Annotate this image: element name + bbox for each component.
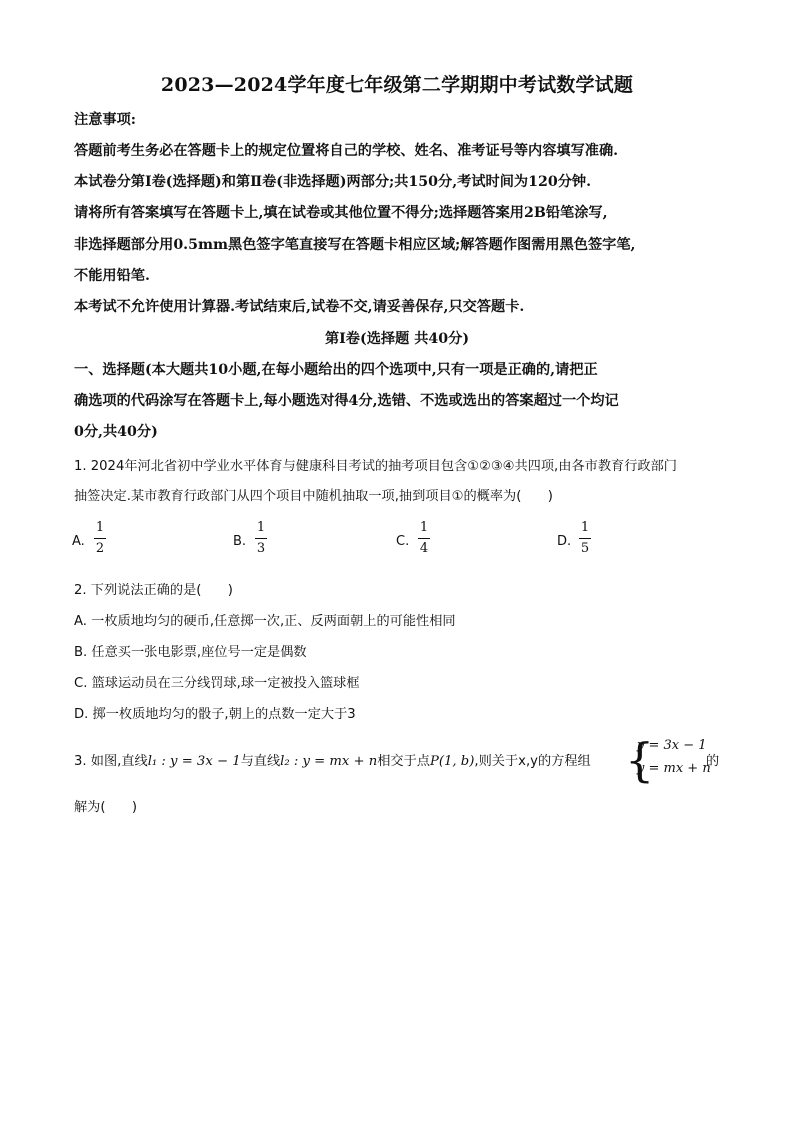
question-3-line [74,750,591,769]
option-label: A. [72,534,85,549]
fraction-bar [255,538,267,539]
notice-line: 答题前考生务必在答题卡上的规定位置将自己的学校、姓名、准考证号等内容填写准确. [74,143,619,159]
q2-option: D. 掷一枚质地均匀的骰子,朝上的点数一定大于3 [74,707,356,722]
line-l2-equation: l₂ : y = mx + n [280,754,378,769]
numerator: 1 [580,520,590,535]
option-label: C. [396,534,410,549]
fraction [94,520,106,557]
question-1-line: 抽签决定.某市教育行政部门从四个项目中随机抽取一项,抽到项目①的概率为( ) [74,489,553,504]
notice-line: 请将所有答案填写在答题卡上,填在试卷或其他位置不得分;选择题答案用2B铅笔涂写, [74,205,608,221]
system-equation-1: y = 3x − 1 [637,738,707,753]
fraction [579,520,591,557]
notice-line: 本考试不允许使用计算器.考试结束后,试卷不交,请妥善保存,只交答题卡. [74,299,525,315]
q2-option: A. 一枚质地均匀的硬币,任意掷一次,正、反两面朝上的可能性相同 [74,614,456,629]
denominator: 4 [419,541,429,556]
fraction-bar [94,538,106,539]
notice-line: 本试卷分第Ⅰ卷(选择题)和第Ⅱ卷(非选择题)两部分;共150分,考试时间为120分钟. [74,174,592,190]
fraction-bar [418,538,430,539]
numerator: 1 [256,520,266,535]
fraction [255,520,267,557]
denominator: 2 [95,541,105,556]
denominator: 3 [256,541,266,556]
system-equation-2: y = mx + n [637,761,711,776]
q2-option: C. 篮球运动员在三分线罚球,球一定被投入篮球框 [74,676,360,691]
line-l1-equation: l₁ : y = 3x − 1 [147,754,241,769]
question-3-line: 解为( ) [74,800,138,815]
denominator: 5 [580,541,590,556]
system-brace: { [625,733,655,787]
q3-text: 相交于点 [377,754,430,769]
numerator: 1 [419,520,429,535]
notice-line: 不能用铅笔. [74,268,150,284]
notice-line: 非选择题部分用0.5mm黑色签字笔直接写在答题卡相应区域;解答题作图需用黑色签字笔, [74,237,636,253]
notice-heading: 注意事项: [74,112,136,128]
q3-prefix: 3. 如图,直线 [74,754,148,769]
fraction-bar [579,538,591,539]
question-2-stem: 2. 下列说法正确的是( ) [74,583,233,598]
option-label: D. [557,534,572,549]
q2-option: B. 任意买一张电影票,座位号一定是偶数 [74,645,307,660]
page-title: 2023—2024学年度七年级第二学期期中考试数学试题 [160,74,634,96]
point-p: P(1, b) [430,754,475,769]
option-label: B. [233,534,247,549]
section-title: 第Ⅰ卷(选择题 共40分) [324,331,470,347]
section-heading-line: 0分,共40分) [74,424,158,440]
q3-text: 与直线 [240,754,281,769]
numerator: 1 [95,520,105,535]
section-heading-line: 一、选择题(本大题共10小题,在每小题给出的四个选项中,只有一项是正确的,请把正 [74,362,598,378]
section-heading-line: 确选项的代码涂写在答题卡上,每小题选对得4分,选错、不选或选出的答案超过一个均记 [74,393,619,409]
fraction [418,520,430,557]
q3-end: 的 [706,754,720,769]
question-1-line: 1. 2024年河北省初中学业水平体育与健康科目考试的抽考项目包含①②③④共四项,由各市教育行政部门 [74,459,677,474]
q3-text: ,则关于x,y的方程组 [474,754,591,769]
